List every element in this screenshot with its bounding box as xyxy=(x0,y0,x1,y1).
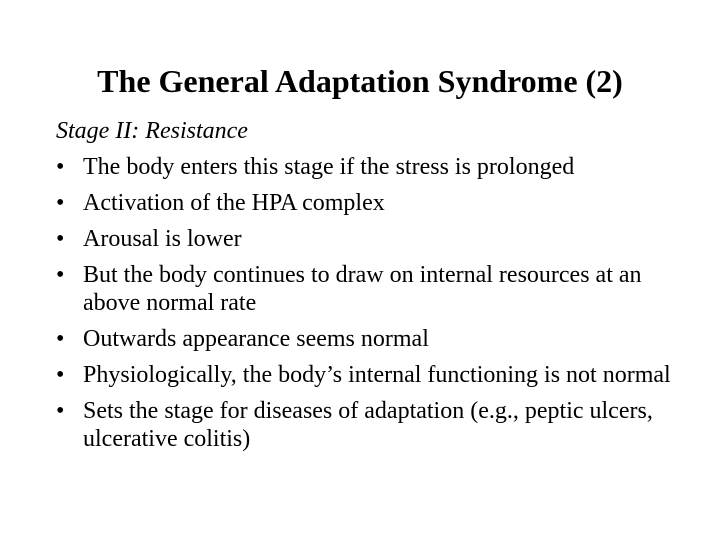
bullet-text: Outwards appearance seems normal xyxy=(83,326,429,352)
bullet-item xyxy=(56,261,686,317)
bullet-list xyxy=(56,153,686,453)
bullet-item xyxy=(56,225,686,253)
bullet-icon: • xyxy=(56,398,65,424)
slide-content xyxy=(56,117,686,461)
bullet-text: Activation of the HPA complex xyxy=(83,190,385,216)
bullet-icon: • xyxy=(56,262,65,288)
bullet-icon: • xyxy=(56,190,65,216)
bullet-text: Sets the stage for diseases of adaptation (e.g., peptic ulcers, ulcerative colitis) xyxy=(83,398,653,452)
bullet-text: Arousal is lower xyxy=(83,226,242,252)
stage-heading: Stage II: Resistance xyxy=(56,118,248,144)
bullet-icon: • xyxy=(56,154,65,180)
bullet-item xyxy=(56,325,686,353)
bullet-icon: • xyxy=(56,362,65,388)
bullet-text: The body enters this stage if the stress is prolonged xyxy=(83,154,575,180)
bullet-item xyxy=(56,189,686,217)
bullet-icon: • xyxy=(56,226,65,252)
bullet-item xyxy=(56,153,686,181)
bullet-item xyxy=(56,397,686,453)
bullet-icon: • xyxy=(56,326,65,352)
bullet-item xyxy=(56,361,686,389)
slide-title: The General Adaptation Syndrome (2) xyxy=(97,63,623,99)
bullet-text: But the body continues to draw on internal resources at an above normal rate xyxy=(83,262,642,316)
bullet-text: Physiologically, the body’s internal functioning is not normal xyxy=(83,362,671,388)
